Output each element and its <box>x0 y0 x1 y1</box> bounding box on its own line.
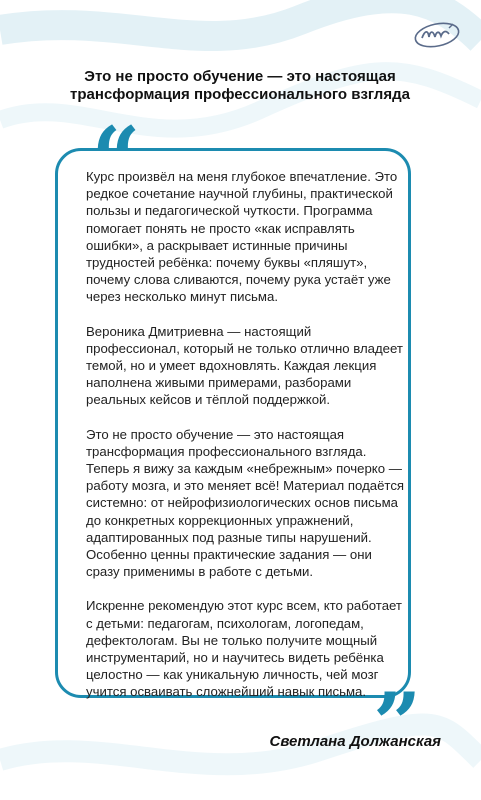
testimonial-paragraph: Это не просто обучение — это настоящая трансформация профессионального взгляда. Теперь я вижу за каждым «небрежным» почерко — работу мозга, и это меняет всё! Материал подаётся системно: от нейрофизиологических основ письма до конкретных коррекционных упражнений, адаптированных под разные типы нарушений. Особенно ценны практические задания — они сразу применимы в работе с детьми. <box>86 426 405 580</box>
author-signature: Светлана Должанская <box>269 733 441 750</box>
testimonial-text <box>86 168 406 718</box>
page-title: Это не просто обучение — это настоящая трансформация профессионального взгляда <box>70 68 410 103</box>
testimonial-paragraph: Вероника Дмитриевна — настоящий профессионал, который не только отлично владеет темой, но и умеет вдохновлять. Каждая лекция наполнена живыми примерами, разборами реальных кейсов и тёплой поддержкой. <box>86 323 403 408</box>
quote-close-icon: ” <box>373 674 422 773</box>
testimonial-paragraph: Курс произвёл на меня глубокое впечатление. Это редкое сочетание научной глубины, практической пользы и педагогической чуткости. Программа помогает понять не просто «как исправлять ошибки», а раскрывает истинные причины трудностей ребёнка: почему буквы «пляшут», почему слова сливаются, почему рука устаёт уже через несколько минут письма. <box>86 169 398 305</box>
quote-open-icon: “ <box>92 108 141 207</box>
handwriting-logo-icon <box>413 18 461 52</box>
testimonial-paragraph: Искренне рекомендую этот курс всем, кто работает с детьми: педагогам, психологам, логопедам, дефектологам. Вы не только получите мощный инструментарий, но и научитесь видеть ребёнка целостно — как уникальную личность, чей мозг учится осваивать сложнейший навык письма. <box>86 598 402 700</box>
